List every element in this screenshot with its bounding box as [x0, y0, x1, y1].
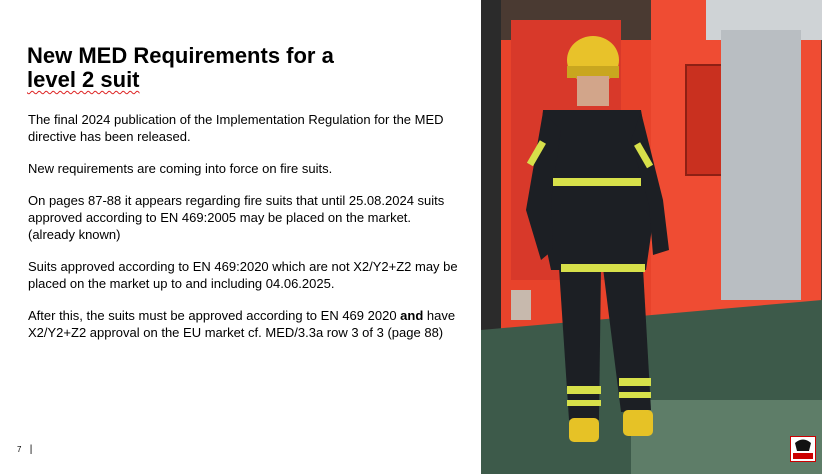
paragraph: Suits approved according to EN 469:2020 which are not X2/Y2+Z2 may be placed on the market up to and including 04.06.2025. [28, 259, 458, 291]
page-number: 7 [17, 445, 22, 454]
footer-separator: | [29, 444, 33, 455]
slide-footer [17, 444, 32, 455]
paragraph-last-pre: After this, the suits must be approved according to EN 469 2020 [28, 308, 401, 323]
brand-logo [790, 436, 816, 462]
paragraph: The final 2024 publication of the Implementation Regulation for the MED directive has been released. [28, 112, 444, 144]
title-line-1: New MED Requirements for a [27, 43, 334, 68]
slide-body [28, 111, 458, 356]
paragraph-last-bold: and [400, 308, 424, 323]
paragraph: On pages 87-88 it appears regarding fire suits that until 25.08.2024 suits approved according to EN 469:2005 may be placed on the market. (already known) [28, 193, 445, 242]
paragraph-last [28, 307, 458, 341]
logo-icon [791, 437, 815, 461]
title-line-2: level 2 suit [27, 67, 140, 92]
firefighter-photo [481, 0, 822, 474]
paragraph-last-post: have X2/Y2+Z2 approval on the EU market cf. MED/3.3a row 3 of 3 (page 88) [28, 308, 456, 340]
paragraph: New requirements are coming into force on fire suits. [28, 161, 333, 176]
slide-title [27, 44, 467, 92]
photo-illustration [481, 0, 822, 474]
